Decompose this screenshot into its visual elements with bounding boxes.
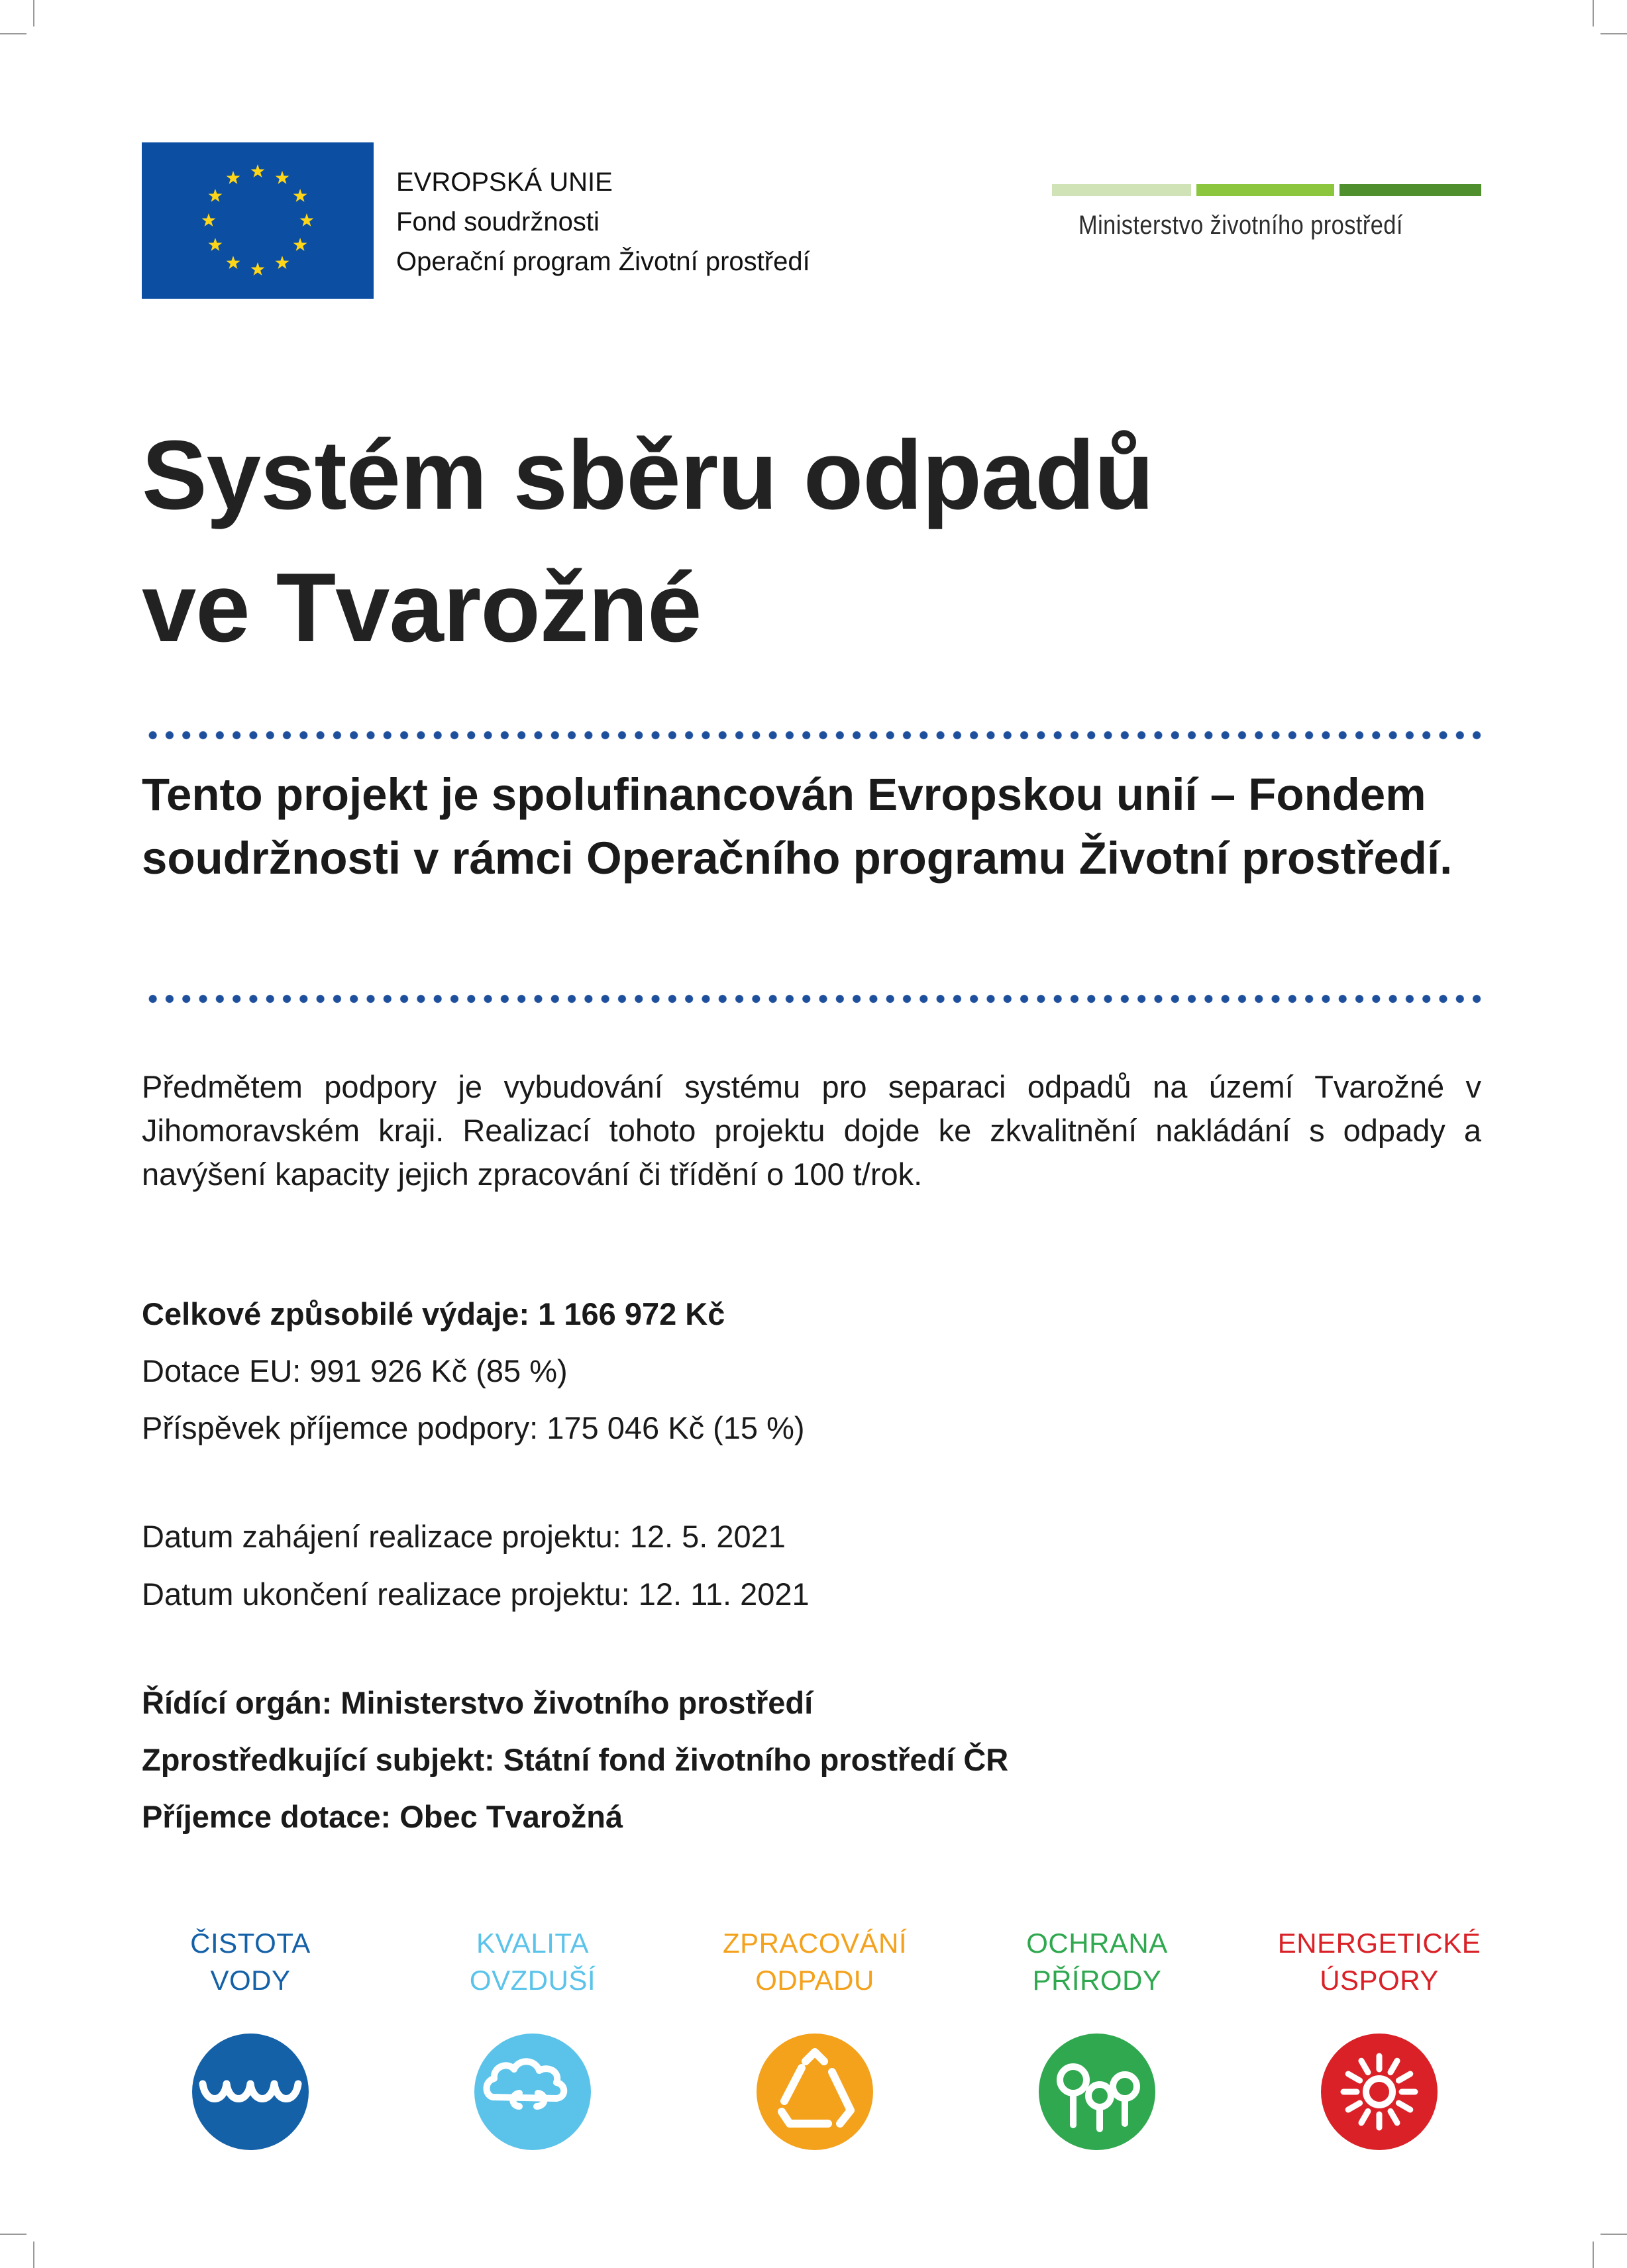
- eu-label: EVROPSKÁ UNIE: [396, 168, 613, 197]
- ministry-name: Ministerstvo životního prostředí: [1078, 211, 1403, 240]
- crop-mark: [1593, 2242, 1594, 2268]
- theme-label-line: OCHRANA: [1026, 1928, 1168, 1959]
- ministry-bar: [1196, 184, 1334, 196]
- page-title: [142, 409, 1500, 674]
- ministry-logo-bars: [1052, 184, 1481, 196]
- theme-label: [427, 1925, 639, 1999]
- theme-energy: [1273, 1925, 1485, 2151]
- title-line-2: ve Tvarožné: [142, 553, 702, 662]
- ministry-bar: [1052, 184, 1191, 196]
- crop-mark: [33, 2242, 34, 2268]
- recycle-icon: [755, 2032, 874, 2151]
- intermediary-body: Zprostředkující subjekt: Státní fond životního prostředí ČR: [142, 1742, 1009, 1777]
- theme-water: [144, 1925, 356, 2151]
- theme-label-line: VODY: [210, 1965, 291, 1996]
- project-description: Předmětem podpory je vybudování systému pro separaci odpadů na území Tvarožné v Jihomoravském kraji. Realizací tohoto projektu dojde ke zkvalitnění nakládání s odpady a navýšení kapacity jejich zpracování či třídění o 100 t/rok.: [142, 1069, 1481, 1192]
- theme-label: [709, 1925, 921, 1999]
- end-date: Datum ukončení realizace projektu: 12. 11. 2021: [142, 1576, 810, 1612]
- cloud-icon: [473, 2032, 592, 2151]
- recipient-contribution: Příspěvek příjemce podpory: 175 046 Kč (15 %): [142, 1410, 805, 1445]
- crop-mark: [1593, 0, 1594, 26]
- total-costs: Celkové způsobilé výdaje: 1 166 972 Kč: [142, 1296, 725, 1331]
- dotted-divider: [144, 994, 1484, 1004]
- theme-label: [144, 1925, 356, 1999]
- theme-label-line: OVZDUŠÍ: [469, 1965, 596, 1996]
- theme-label-line: KVALITA: [476, 1928, 589, 1959]
- theme-label: [1273, 1925, 1485, 1999]
- theme-label: [991, 1925, 1203, 1999]
- theme-label-line: ODPADU: [755, 1965, 874, 1996]
- theme-label-line: ČISTOTA: [190, 1928, 311, 1959]
- theme-label-line: ENERGETICKÉ: [1277, 1928, 1481, 1959]
- theme-label-line: PŘÍRODY: [1032, 1965, 1162, 1996]
- crop-mark: [1601, 2234, 1627, 2235]
- theme-waste: [709, 1925, 921, 2151]
- crop-mark: [0, 33, 26, 34]
- start-date: Datum zahájení realizace projektu: 12. 5. 2021: [142, 1519, 786, 1554]
- theme-nature: [991, 1925, 1203, 2151]
- crop-mark: [33, 0, 34, 26]
- theme-air: [427, 1925, 639, 2151]
- theme-label-line: ÚSPORY: [1320, 1965, 1439, 1996]
- theme-label-line: ZPRACOVÁNÍ: [722, 1928, 908, 1959]
- eu-program-info: [396, 162, 810, 282]
- crop-mark: [0, 2234, 26, 2235]
- cofinancing-statement: Tento projekt je spolufinancován Evropskou unií – Fondem soudržnosti v rámci Operačního programu Životní prostředí.: [142, 769, 1453, 884]
- managing-authority: Řídící orgán: Ministerstvo životního prostředí: [142, 1685, 814, 1720]
- water-icon: [191, 2032, 310, 2151]
- grant-recipient: Příjemce dotace: Obec Tvarožná: [142, 1799, 623, 1834]
- crop-mark: [1601, 33, 1627, 34]
- dotted-divider: [144, 731, 1484, 740]
- program-label: Operační program Životní prostředí: [396, 247, 810, 276]
- ministry-bar: [1339, 184, 1481, 196]
- eu-grant: Dotace EU: 991 926 Kč (85 %): [142, 1353, 568, 1388]
- title-line-1: Systém sběru odpadů: [142, 421, 1154, 530]
- eu-flag-icon: [142, 142, 374, 299]
- sun-icon: [1320, 2032, 1439, 2151]
- trees-icon: [1037, 2032, 1157, 2151]
- fund-label: Fond soudržnosti: [396, 207, 600, 236]
